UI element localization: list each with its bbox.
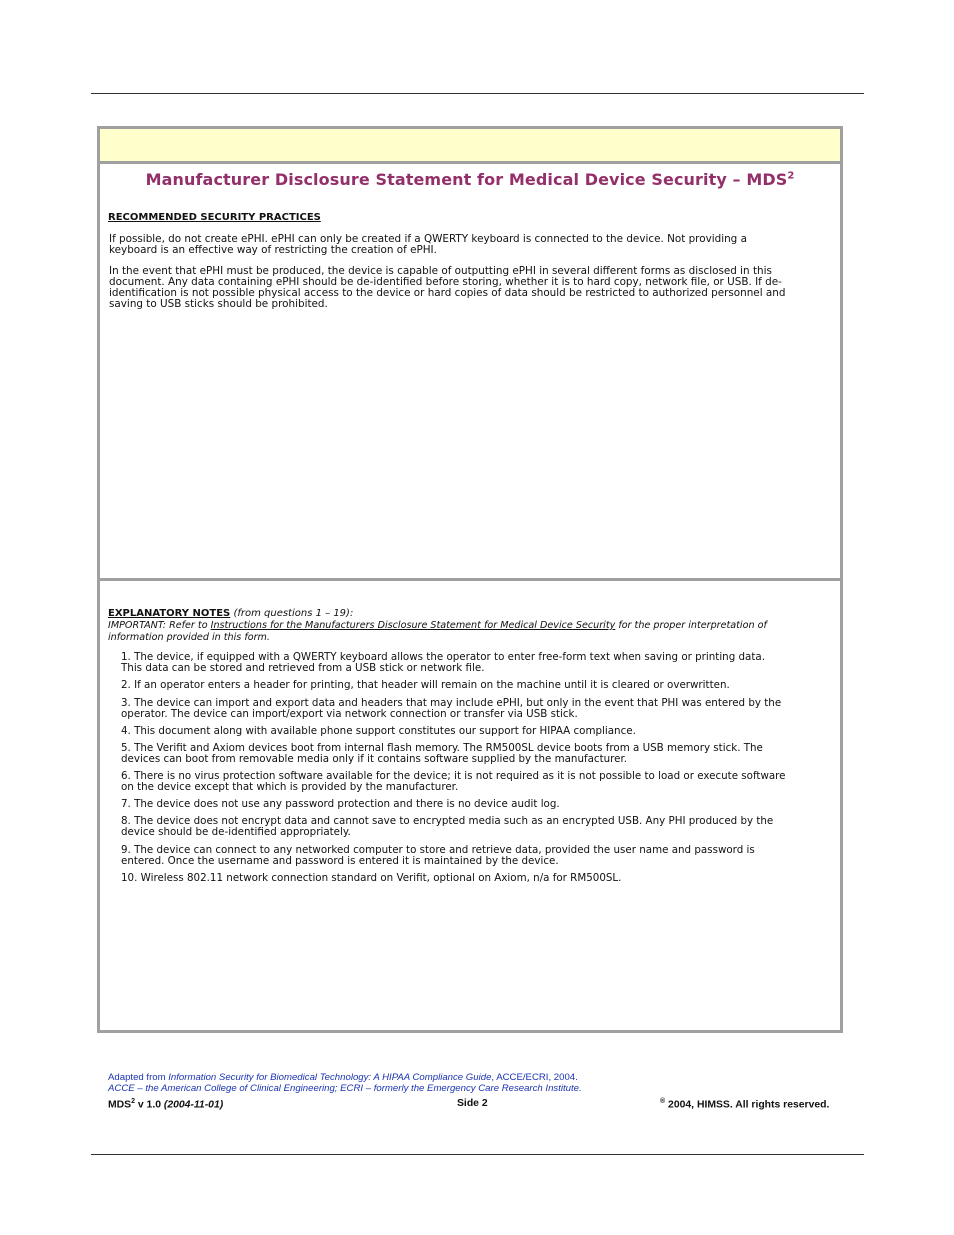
- notes-important: IMPORTANT: Refer to Instructions for the Manufacturers Disclosure Statement for Medical Device Security for the proper interpretation of information provided in this form.: [108, 620, 767, 643]
- notes-heading: EXPLANATORY NOTES (from questions 1 – 19):: [108, 608, 354, 619]
- note-item: 5. The Verifit and Axiom devices boot from internal flash memory. The RM500SL device boots from a USB memory stick. The devices can boot from removable media only if it contains software supplied by the manufacturer.: [121, 742, 763, 765]
- note-item: 10. Wireless 802.11 network connection standard on Verifit, optional on Axiom, n/a for RM500SL.: [121, 872, 622, 884]
- header-strip: [100, 129, 840, 164]
- note-item: 8. The device does not encrypt data and cannot save to encrypted media such as an encrypted USB. Any PHI produced by the device should be de-identified appropriately.: [121, 815, 774, 838]
- security-practices-panel: [100, 164, 840, 581]
- note-item: 4. This document along with available phone support constitutes our support for HIPAA compliance.: [121, 725, 636, 737]
- side-label: Side 2: [457, 1098, 488, 1109]
- note-item: 2. If an operator enters a header for printing, that header will remain on the machine until it is cleared or overwritten.: [121, 679, 730, 691]
- note-item: 3. The device can import and export data and headers that may include ePHI, but only in the event that PHI was entered by the operator. The device can import/export via network connection or transfer via USB stick.: [121, 697, 782, 720]
- explanatory-notes-panel: [100, 581, 840, 1030]
- note-item: 6. There is no virus protection software available for the device; it is not required as it is not possible to load or execute software on the device except that which is provided by the manufacturer.: [121, 770, 786, 793]
- copyright-label: ® 2004, HIMSS. All rights reserved.: [660, 1098, 830, 1111]
- bottom-rule: [91, 1154, 864, 1155]
- mds2-form: [97, 126, 843, 1033]
- acce-line: ACCE – the American College of Clinical Engineering; ECRI – formerly the Emergency Care Research Institute.: [108, 1083, 582, 1094]
- version-label: MDS$^2$ v 1.0 (2004-11-01): [108, 1098, 224, 1111]
- practices-paragraph-1: If possible, do not create ePHI. ePHI can only be created if a QWERTY keyboard is connected to the device. Not providing a keyboard is an effective way of restricting the creation of ePHI.: [109, 233, 747, 256]
- top-rule: [91, 93, 864, 94]
- document-title: Manufacturer Disclosure Statement for Medical Device Security – MDS$^2$: [145, 170, 795, 189]
- instructions-link: Instructions for the Manufacturers Disclosure Statement for Medical Device Security: [210, 620, 616, 631]
- practices-heading: RECOMMENDED SECURITY PRACTICES: [108, 212, 321, 223]
- adapted-from-line: Adapted from Information Security for Biomedical Technology: A HIPAA Compliance Guide, ACCE/ECRI, 2004.: [108, 1072, 578, 1083]
- practices-paragraph-2: In the event that ePHI must be produced, the device is capable of outputting ePHI in several different forms as disclosed in this document. Any data containing ePHI should be de-identified before storing, whether it is to hard copy, network file, or USB. If de- identification is not possible physical access to the device or hard copies of data should be restricted to authorized personnel and saving to USB sticks should be prohibited.: [109, 265, 786, 310]
- note-item: 9. The device can connect to any networked computer to store and retrieve data, provided the user name and password is entered. Once the username and password is entered it is maintained by the device.: [121, 844, 755, 867]
- note-item: 1. The device, if equipped with a QWERTY keyboard allows the operator to enter free-form text when saving or printing data. This data can be stored and retrieved from a USB stick or network file.: [121, 651, 765, 674]
- note-item: 7. The device does not use any password protection and there is no device audit log.: [121, 798, 560, 810]
